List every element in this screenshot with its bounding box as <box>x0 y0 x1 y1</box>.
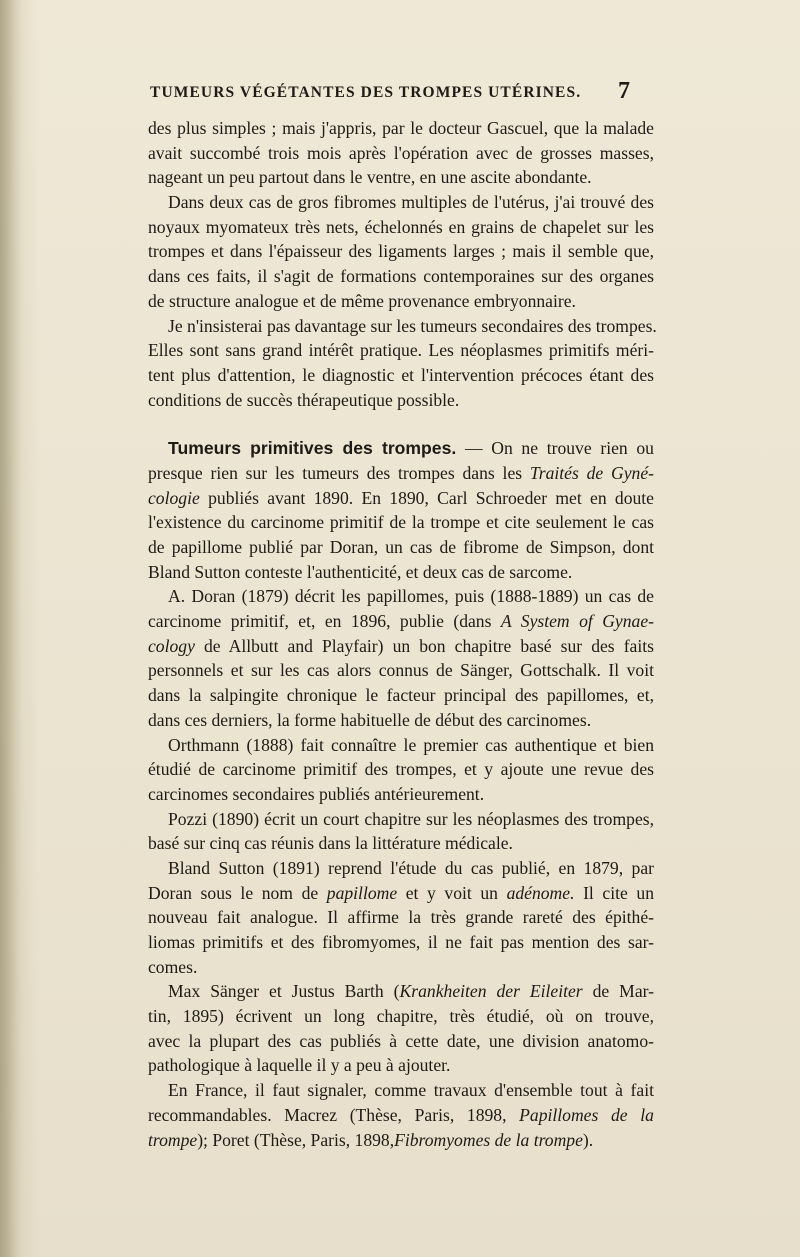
text-line: dans ces faits, il s'agit de formations contemporaines sur des organes <box>148 266 654 287</box>
text-line: Tumeurs primitives des trompes. — On ne trouve rien ou <box>168 438 654 459</box>
text-line: pathologique à laquelle il y a peu à ajouter. <box>148 1055 451 1076</box>
text-line: avec la plupart des cas publiés à cette date, une division anatomo- <box>148 1030 654 1051</box>
page-header <box>110 80 630 110</box>
running-title: TUMEURS VÉGÉTANTES DES TROMPES UTÉRINES. <box>150 84 582 101</box>
text-line: nouveau fait analogue. Il affirme la très grande rareté des épithé- <box>148 907 654 928</box>
text-line: de papillome publié par Doran, un cas de fibrome de Simpson, dont <box>148 537 654 557</box>
text-line: Doran sous le nom de papillome et y voit un adénome. Il cite un <box>148 882 654 903</box>
section-heading: Tumeurs primitives des trompes. <box>168 438 457 459</box>
text-line: avait succombé trois mois après l'opération avec de grosses masses, <box>148 142 654 163</box>
text-line: En France, il faut signaler, comme travaux d'ensemble tout à fait <box>168 1080 654 1101</box>
text-line: l'existence du carcinome primitif de la trompe et cite seulement le cas <box>148 512 654 533</box>
text-line: Pozzi (1890) écrit un court chapitre sur les néoplasmes des trompes, <box>168 808 654 829</box>
text-line: de structure analogue et de même provenance embryonnaire. <box>148 290 576 311</box>
text-line: comes. <box>148 956 198 977</box>
text-line: Max Sänger et Justus Barth (Krankheiten der Eileiter de Mar- <box>168 981 655 1002</box>
text-line: tent plus d'attention, le diagnostic et l'intervention précoces étant des <box>148 364 654 385</box>
text-line: dans la salpingite chronique le facteur principal des papillomes, et, <box>148 685 654 706</box>
text-line: recommandables. Macrez (Thèse, Paris, 1898, Papillomes de la <box>148 1104 654 1125</box>
text-line: A. Doran (1879) décrit les papillomes, puis (1888-1889) un cas de <box>168 586 654 607</box>
text-line: cologie publiés avant 1890. En 1890, Carl Schroeder met en doute <box>148 487 654 508</box>
text-line: Orthmann (1888) fait connaître le premier cas authentique et bien <box>168 734 654 755</box>
text-line: liomas primitifs et des fibromyomes, il ne fait pas mention des sar- <box>148 932 654 952</box>
text-line: Je n'insisterai pas davantage sur les tumeurs secondaires des trompes. <box>168 315 657 336</box>
page-number: 7 <box>618 78 630 104</box>
text-line: Dans deux cas de gros fibromes multiples de l'utérus, j'ai trouvé des <box>168 192 654 213</box>
text-line: Elles sont sans grand intérêt pratique. Les néoplasmes primitifs méri- <box>148 340 654 361</box>
text-line: étudié de carcinome primitif des trompes, et y ajoute une revue des <box>148 759 654 780</box>
text-line: basé sur cinq cas réunis dans la littérature médicale. <box>148 833 513 854</box>
text-line: cology de Allbutt and Playfair) un bon chapitre basé sur des faits <box>148 635 654 656</box>
text-line: carcinomes secondaires publiés antérieurement. <box>148 783 485 804</box>
text-line: noyaux myomateux très nets, échelonnés en grains de chapelet sur les <box>148 216 654 237</box>
text-line: presque rien sur les tumeurs des trompes dans les Traités de Gyné- <box>148 462 654 483</box>
text-line: trompes et dans l'épaisseur des ligaments larges ; mais il semble que, <box>148 241 654 262</box>
text-line: conditions de succès thérapeutique possible. <box>148 389 460 410</box>
text-line: dans ces derniers, la forme habituelle de début des carcinomes. <box>148 709 592 730</box>
text-line: carcinome primitif, et, en 1896, publie (dans A System of Gynae- <box>148 611 654 632</box>
text-line: personnels et sur les cas alors connus de Sänger, Gottschalk. Il voit <box>148 660 654 681</box>
text-line: des plus simples ; mais j'appris, par le docteur Gascuel, que la malade <box>148 118 654 138</box>
page-gutter-shadow <box>0 0 22 1257</box>
text-line: tin, 1895) écrivent un long chapitre, très étudié, où on trouve, <box>148 1006 654 1027</box>
body-text <box>148 116 657 1152</box>
text-line: trompe); Poret (Thèse, Paris, 1898,Fibromyomes de la trompe). <box>148 1129 594 1150</box>
text-line: nageant un peu partout dans le ventre, en une ascite abondante. <box>148 167 592 188</box>
text-line: Bland Sutton (1891) reprend l'étude du cas publié, en 1879, par <box>168 857 654 878</box>
text-line: Bland Sutton conteste l'authenticité, et deux cas de sarcome. <box>148 561 573 582</box>
